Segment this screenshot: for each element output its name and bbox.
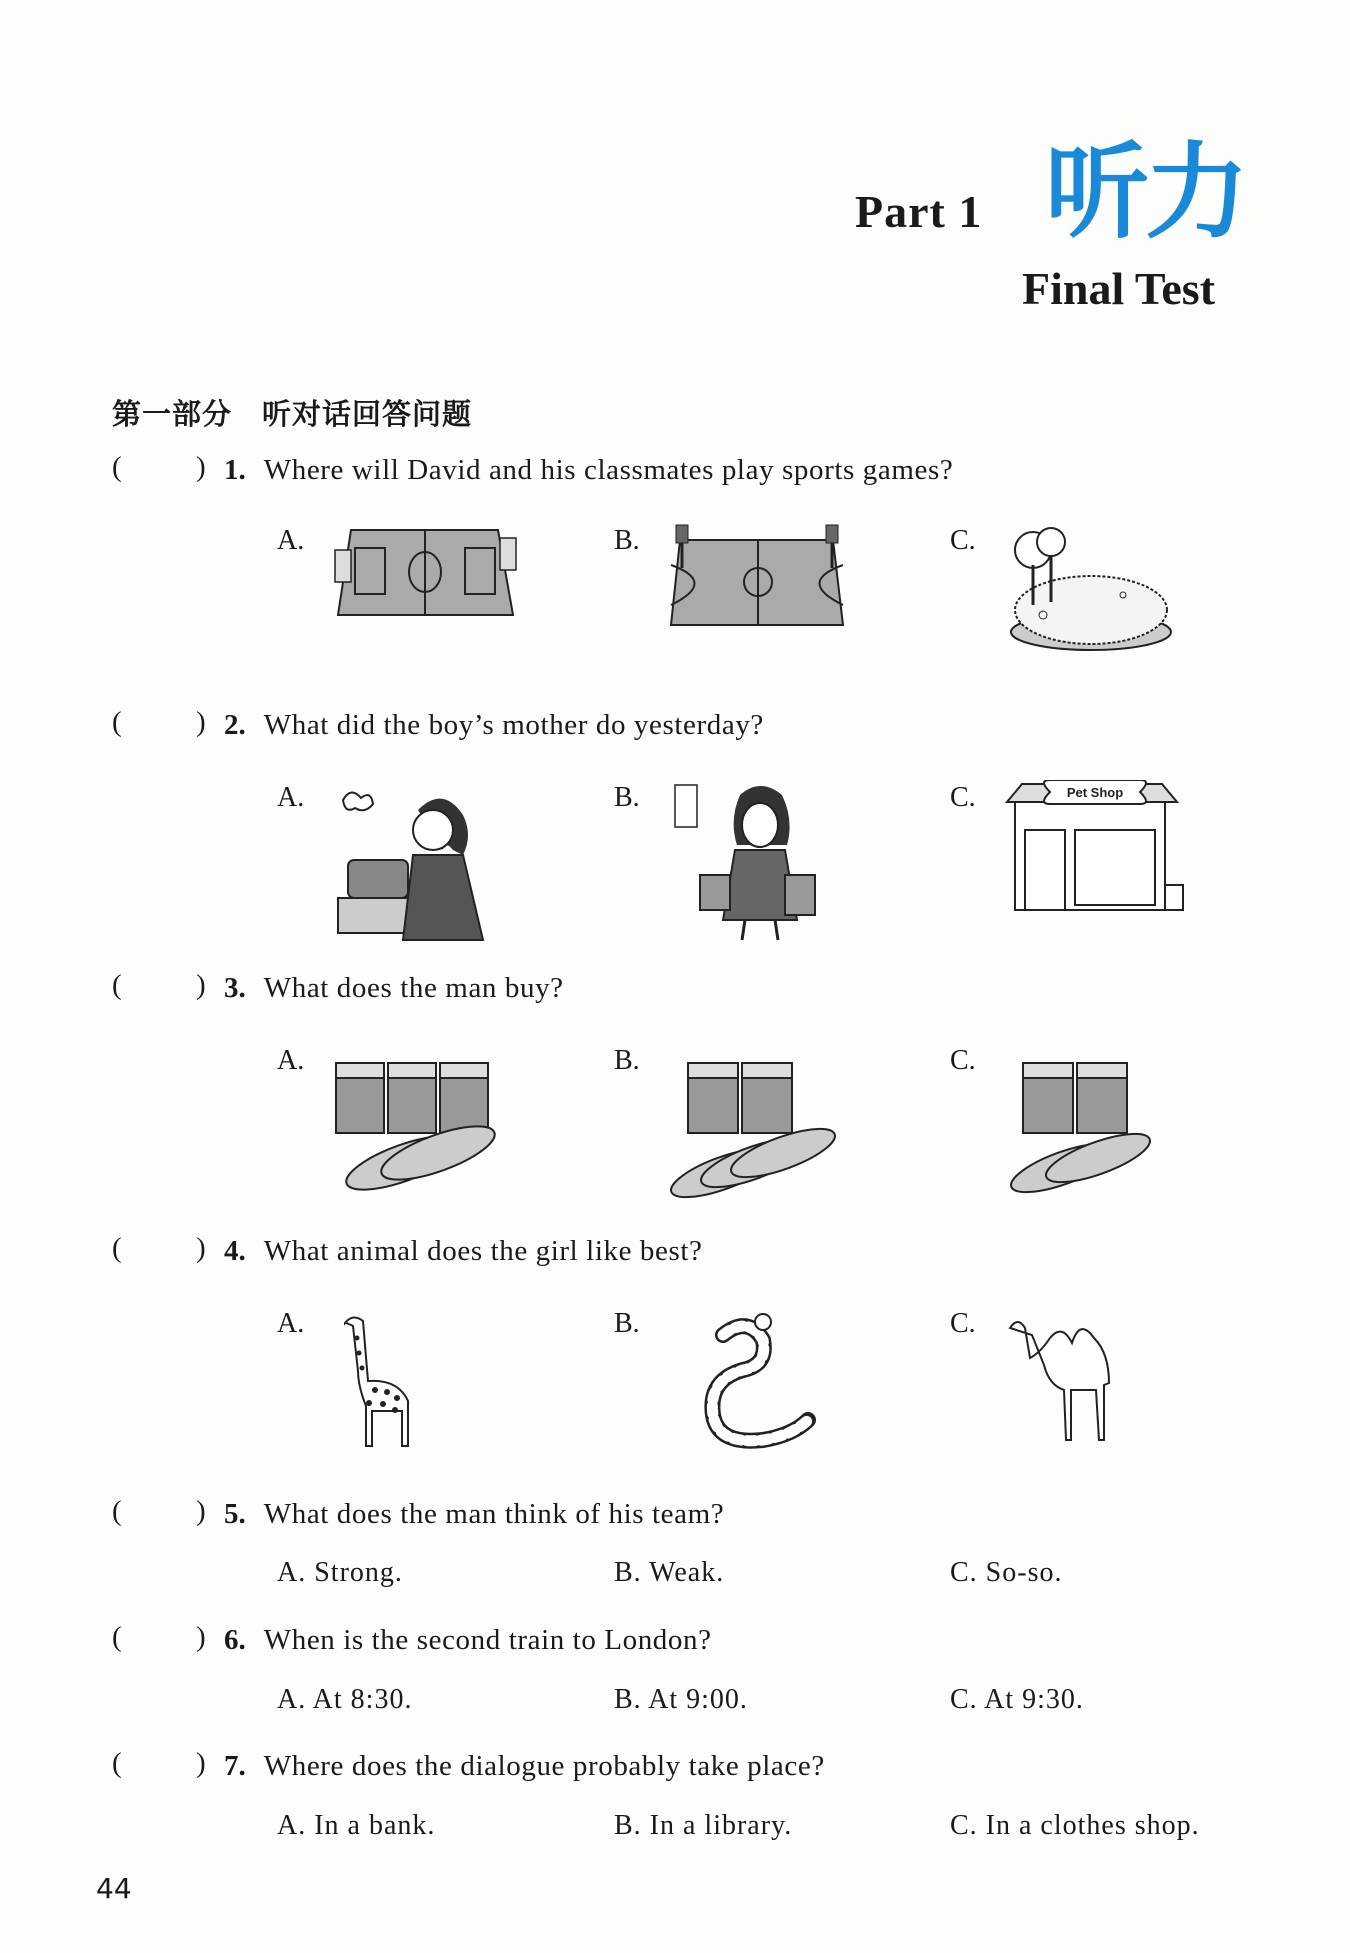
option-a[interactable]: A. In a bank.	[277, 1810, 436, 1841]
section-title: 第一部分 听对话回答问题	[112, 397, 473, 431]
question-6: ( ) 6. When is the second train to London?	[112, 1621, 712, 1656]
question-3: ( ) 3. What does the man buy?	[112, 969, 564, 1004]
question-7: ( ) 7. Where does the dialogue probably take place?	[112, 1747, 825, 1782]
listening-title: 听力	[1045, 131, 1246, 253]
option-label[interactable]: B.	[614, 525, 640, 556]
option-label[interactable]: A.	[277, 782, 305, 813]
final-test-subtitle: Final Test	[1022, 263, 1216, 314]
option-c[interactable]: C. So-so.	[950, 1557, 1063, 1588]
option-label[interactable]: B.	[614, 1045, 640, 1076]
mother-cooking-picture	[333, 780, 498, 945]
option-b[interactable]: B. Weak.	[614, 1557, 725, 1588]
option-label[interactable]: A.	[277, 1045, 305, 1076]
mother-shopping-picture	[670, 780, 830, 945]
option-label[interactable]: B.	[614, 1308, 640, 1339]
question-1: ( ) 1. Where will David and his classmates play sports games?	[112, 451, 954, 486]
pet-shop-picture	[1005, 780, 1185, 915]
question-text: What animal does the girl like best?	[263, 1234, 703, 1267]
park-lawn-picture	[1003, 520, 1173, 655]
page-number: 44	[96, 1872, 132, 1905]
three-milk-two-bread-picture	[333, 1058, 508, 1198]
option-label[interactable]: B.	[614, 782, 640, 813]
question-4: ( ) 4. What animal does the girl like best?	[112, 1232, 703, 1267]
question-2: ( ) 2. What did the boy’s mother do yesterday?	[112, 706, 764, 741]
option-c[interactable]: C. In a clothes shop.	[950, 1810, 1200, 1841]
two-milk-three-bread-picture	[668, 1058, 843, 1203]
question-text: When is the second train to London?	[263, 1623, 712, 1656]
basketball-court-picture	[668, 520, 848, 630]
question-text: What did the boy’s mother do yesterday?	[263, 708, 764, 741]
part-label: Part 1	[855, 186, 983, 237]
question-text: Where does the dialogue probably take place?	[263, 1749, 825, 1782]
option-c[interactable]: C. At 9:30.	[950, 1684, 1084, 1715]
option-label[interactable]: C.	[950, 1308, 976, 1339]
camel-picture	[1005, 1308, 1120, 1448]
option-b[interactable]: B. In a library.	[614, 1810, 793, 1841]
two-milk-two-bread-picture	[1003, 1058, 1163, 1198]
option-b[interactable]: B. At 9:00.	[614, 1684, 748, 1715]
pet-shop-sign-text: Pet Shop	[1066, 785, 1124, 800]
option-a[interactable]: A. Strong.	[277, 1557, 403, 1588]
question-text: Where will David and his classmates play sports games?	[263, 453, 954, 486]
option-label[interactable]: C.	[950, 782, 976, 813]
option-label[interactable]: C.	[950, 525, 976, 556]
question-5: ( ) 5. What does the man think of his team?	[112, 1495, 725, 1530]
football-field-picture	[333, 520, 518, 620]
option-a[interactable]: A. At 8:30.	[277, 1684, 413, 1715]
option-label[interactable]: C.	[950, 1045, 976, 1076]
option-label[interactable]: A.	[277, 1308, 305, 1339]
snake-picture	[668, 1310, 818, 1450]
question-text: What does the man buy?	[263, 971, 564, 1004]
option-label[interactable]: A.	[277, 525, 305, 556]
question-text: What does the man think of his team?	[263, 1497, 725, 1530]
giraffe-picture	[335, 1308, 420, 1453]
